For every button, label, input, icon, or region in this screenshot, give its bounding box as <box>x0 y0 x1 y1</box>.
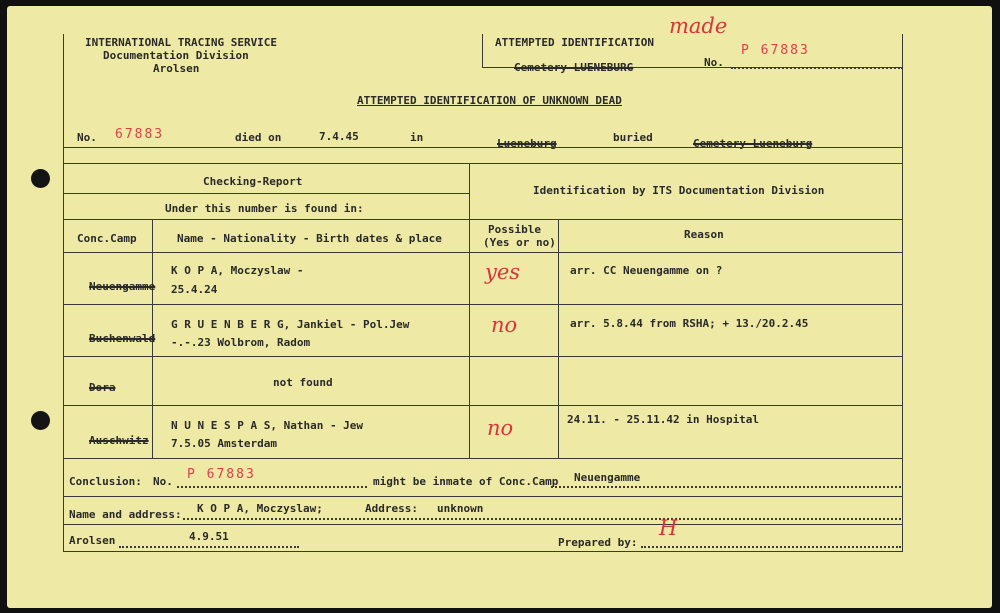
row-3-bottom <box>63 405 903 406</box>
record-no-label: No. <box>77 131 97 144</box>
row-3-name: not found <box>273 376 333 389</box>
header-row-bottom <box>63 252 903 253</box>
name-address-label: Name and address: <box>69 508 182 521</box>
died-date: 7.4.45 <box>319 130 359 143</box>
table-bottom <box>63 458 903 459</box>
row-2-reason: arr. 5.8.44 from RSHA; + 13./20.2.45 <box>570 317 809 330</box>
checking-divider <box>63 193 469 194</box>
col-camp-header: Conc.Camp <box>77 232 137 245</box>
org-line-3: Arolsen <box>153 62 200 75</box>
header-no-dots <box>731 67 903 69</box>
conclusion-camp-dots <box>551 486 901 488</box>
checking-subtitle: Under this number is found in: <box>165 202 364 215</box>
row-1-possible: yes <box>485 260 521 284</box>
conclusion-line-2 <box>63 524 903 525</box>
in-label: in <box>410 131 424 144</box>
prepared-by-initial: H <box>659 516 678 540</box>
row-2-camp: Buchenwald <box>89 332 156 345</box>
row-4-reason: 24.11. - 25.11.42 in Hospital <box>567 413 760 426</box>
col-name-header: Name - Nationality - Birth dates & place <box>177 232 442 245</box>
col-possible-header-2: (Yes or no) <box>483 236 556 249</box>
checking-title: Checking-Report <box>203 175 303 188</box>
place-of-death: Lueneburg <box>497 137 557 150</box>
record-number: 67883 <box>115 127 165 142</box>
conclusion-camp: Neuengamme <box>574 471 641 484</box>
record-line <box>63 147 903 148</box>
address-value: unknown <box>437 502 484 515</box>
header-box-cemetery: Cemetery LUENEBURG <box>514 61 634 74</box>
punch-hole-top <box>31 169 50 188</box>
frame-right <box>902 34 903 551</box>
conclusion-line-1 <box>63 496 903 497</box>
document-card <box>7 6 992 608</box>
name-value: K O P A, Moczyslaw; <box>197 502 323 515</box>
name-address-dots <box>183 518 901 520</box>
row-3-camp: Dora <box>89 381 116 394</box>
row-1-birth: 25.4.24 <box>171 283 218 296</box>
identification-title: Identification by ITS Documentation Division <box>533 184 825 197</box>
row-2-possible: no <box>491 313 518 337</box>
row-1-camp: Neuengamme <box>89 280 156 293</box>
row-4-name: N U N E S P A S, Nathan - Jew <box>171 419 364 432</box>
col-reason-header: Reason <box>684 228 724 241</box>
died-label: died on <box>235 131 282 144</box>
punch-hole-bottom <box>31 411 50 430</box>
buried-label: buried <box>613 131 653 144</box>
row-1-name: K O P A, Moczyslaw - <box>171 264 304 277</box>
org-line-1: INTERNATIONAL TRACING SERVICE <box>85 36 278 49</box>
row-4-birth: 7.5.05 Amsterdam <box>171 437 277 450</box>
conclusion-date: 4.9.51 <box>189 530 229 543</box>
frame-left <box>63 34 64 551</box>
row-2-birth: -.-.23 Wolbrom, Radom <box>171 336 311 349</box>
conclusion-label: Conclusion: <box>69 475 142 488</box>
main-title: ATTEMPTED IDENTIFICATION OF UNKNOWN DEAD <box>357 94 622 107</box>
might-be-label: might be inmate of Conc.Camp <box>373 475 559 488</box>
header-number: P 67883 <box>741 43 810 58</box>
buried-place: Cemetery Lueneburg <box>693 137 813 150</box>
col-possible-header-1: Possible <box>488 223 541 236</box>
row-2-name: G R U E N B E R G, Jankiel - Pol.Jew <box>171 318 410 331</box>
org-line-2: Documentation Division <box>103 49 249 62</box>
row-1-bottom <box>63 304 903 305</box>
date-dots <box>119 546 299 548</box>
row-4-camp: Auschwitz <box>89 434 149 447</box>
frame-bottom <box>63 551 903 552</box>
row-1-reason: arr. CC Neuengamme on ? <box>570 264 723 277</box>
header-box-left <box>482 34 483 67</box>
conclusion-no-label: No. <box>153 475 173 488</box>
conclusion-number: P 67883 <box>187 467 256 482</box>
prepared-by-label: Prepared by: <box>558 536 638 549</box>
conclusion-no-dots <box>177 486 367 488</box>
header-row-top <box>63 219 903 220</box>
arolsen-label: Arolsen <box>69 534 116 547</box>
row-2-bottom <box>63 356 903 357</box>
header-box-title: ATTEMPTED IDENTIFICATION <box>495 36 654 49</box>
handwritten-note: made <box>669 14 728 38</box>
header-no-label: No. <box>704 56 724 69</box>
row-4-possible: no <box>487 416 514 440</box>
col-divider-main <box>469 163 470 458</box>
address-label: Address: <box>365 502 418 515</box>
prepared-by-dots <box>641 546 901 548</box>
table-top <box>63 163 903 164</box>
col-divider-possible <box>558 219 559 458</box>
